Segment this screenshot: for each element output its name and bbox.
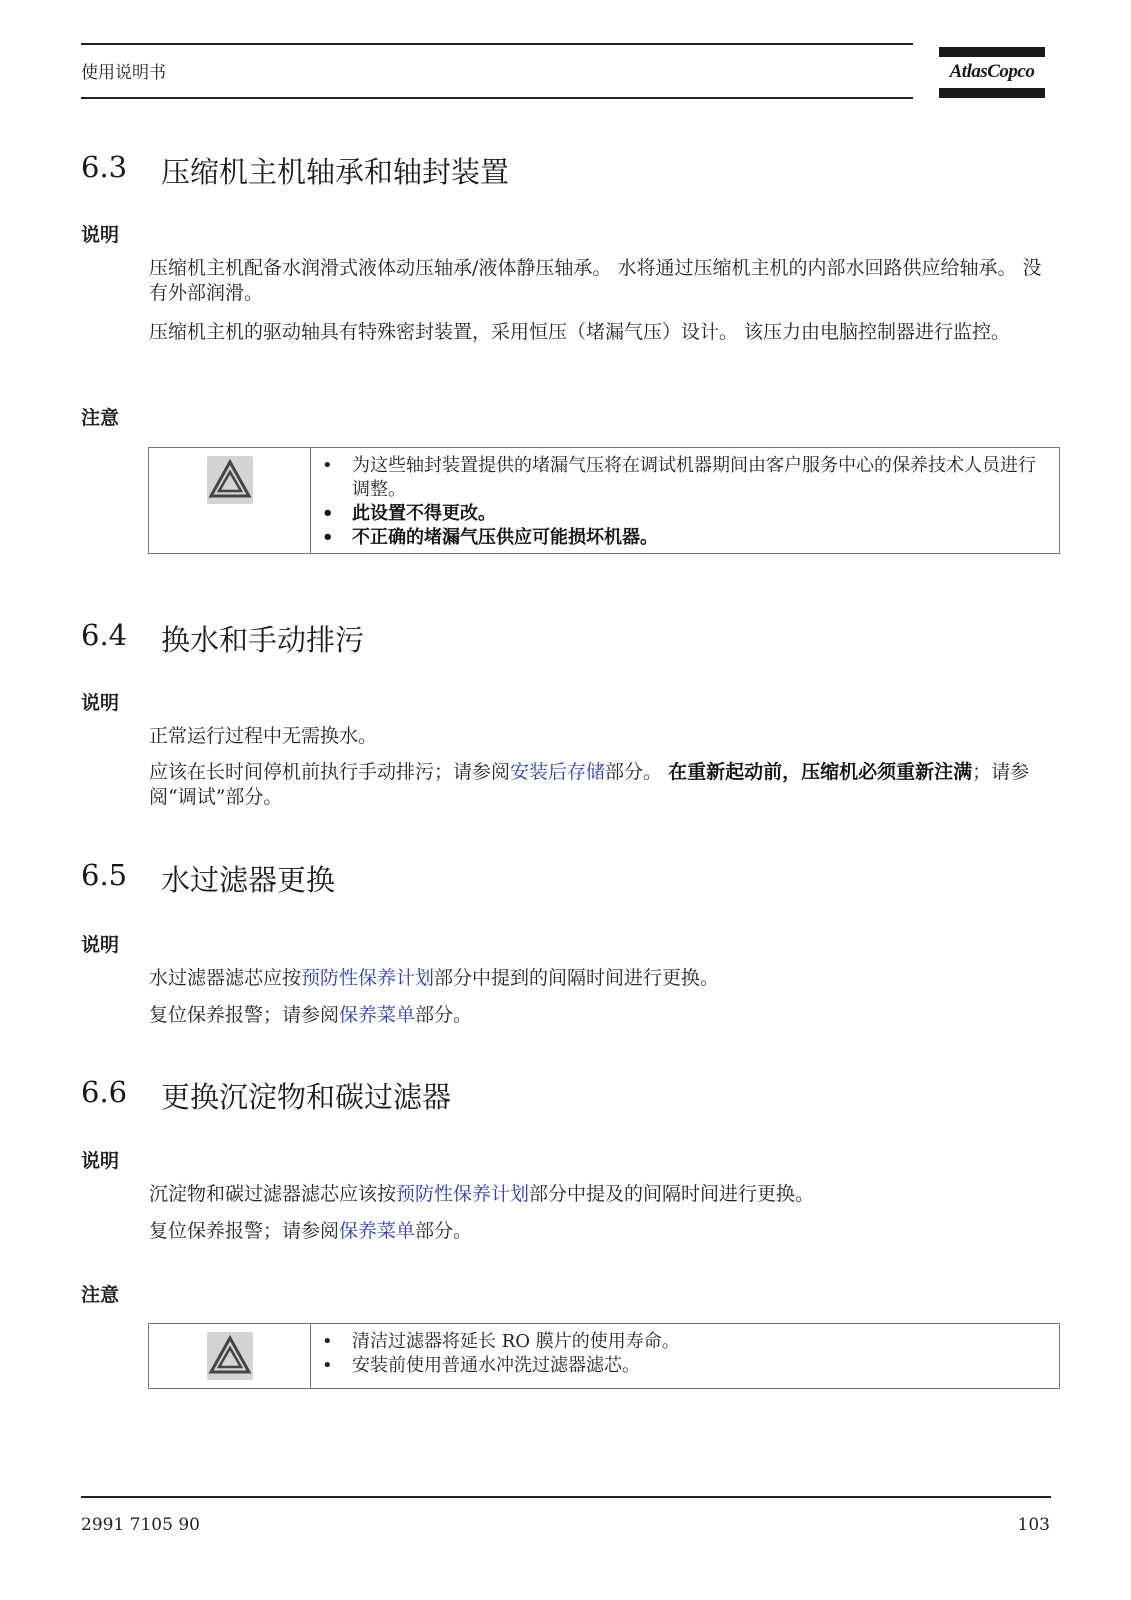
subheading-description: 说明 <box>81 692 120 714</box>
notice-item: • 此设置不得更改。 <box>352 502 1050 526</box>
text: ；请参阅“调试”部分。 <box>149 761 1030 808</box>
text: 部分。 <box>415 1220 473 1242</box>
section-number: 6.5 <box>81 858 128 892</box>
notice-box <box>148 1323 1060 1389</box>
link-preventive-maintenance[interactable]: 预防性保养计划 <box>301 967 435 989</box>
section-number: 6.4 <box>81 618 128 652</box>
paragraph <box>149 966 1049 991</box>
text: 应该在长时间停机前执行手动排污；请参阅 <box>149 761 511 783</box>
text: 部分中提及的间隔时间进行更换。 <box>529 1183 815 1205</box>
subheading-description: 说明 <box>81 1150 120 1172</box>
text: 沉淀物和碳过滤器滤芯应该按 <box>149 1183 397 1205</box>
notice-item: • 不正确的堵漏气压供应可能损坏机器。 <box>352 526 1050 550</box>
notice-box <box>148 447 1060 554</box>
atlas-copco-logo <box>939 47 1045 99</box>
section-title: 水过滤器更换 <box>161 863 336 897</box>
logo-top-bar <box>939 47 1045 57</box>
paragraph: 压缩机主机配备水润滑式液体动压轴承/液体静压轴承。 水将通过压缩机主机的内部水回路供应给轴承。 没有外部润滑。 <box>149 257 1042 304</box>
paragraph <box>149 1003 1049 1028</box>
paragraph <box>149 1219 1049 1244</box>
paragraph: 正常运行过程中无需换水。 <box>149 725 378 747</box>
section-number: 6.3 <box>81 150 128 184</box>
link-service-menu[interactable]: 保养菜单 <box>339 1220 416 1242</box>
footer-rule <box>81 1496 1051 1498</box>
text: 部分。 <box>605 761 669 783</box>
header-bottom-rule <box>81 97 913 99</box>
notice-list <box>310 448 1060 550</box>
document-number: 2991 7105 90 <box>81 1515 200 1535</box>
warning-triangle-icon <box>207 456 253 504</box>
link-preventive-maintenance[interactable]: 预防性保养计划 <box>396 1183 530 1205</box>
section-title: 更换沉淀物和碳过滤器 <box>161 1080 452 1114</box>
paragraph <box>149 1182 1049 1207</box>
notice-icon-cell <box>149 1324 311 1388</box>
subheading-notice: 注意 <box>81 1284 120 1306</box>
subheading-description: 说明 <box>81 934 120 956</box>
warning-triangle-icon <box>207 1332 253 1380</box>
notice-item: • 为这些轴封装置提供的堵漏气压将在调试机器期间由客户服务中心的保养技术人员进行调整。 <box>352 454 1050 502</box>
page-number: 103 <box>1017 1515 1050 1535</box>
text: 水过滤器滤芯应按 <box>149 967 302 989</box>
logo-bottom-bar <box>939 88 1045 98</box>
section-title: 换水和手动排污 <box>161 623 365 657</box>
text: 复位保养报警；请参阅 <box>149 1220 340 1242</box>
text: 部分。 <box>415 1004 473 1026</box>
section-title: 压缩机主机轴承和轴封装置 <box>161 155 510 189</box>
text: 复位保养报警；请参阅 <box>149 1004 340 1026</box>
notice-item: • 清洁过滤器将延长 RO 膜片的使用寿命。 <box>352 1330 1050 1354</box>
paragraph: 压缩机主机的驱动轴具有特殊密封装置，采用恒压（堵漏气压）设计。 该压力由电脑控制器进行监控。 <box>149 321 1011 343</box>
subheading-notice: 注意 <box>81 407 120 429</box>
notice-item: • 安装前使用普通水冲洗过滤器滤芯。 <box>352 1354 1050 1378</box>
notice-list <box>310 1324 1060 1378</box>
bold-warning-text: 在重新起动前，压缩机必须重新注满 <box>668 761 973 783</box>
link-post-install-storage[interactable]: 安装后存储 <box>510 761 606 783</box>
notice-icon-cell <box>149 448 311 553</box>
document-type: 使用说明书 <box>81 63 166 83</box>
logo-wordmark: AtlasCopco <box>949 61 1035 82</box>
section-number: 6.6 <box>81 1075 128 1109</box>
text: 部分中提到的间隔时间进行更换。 <box>434 967 720 989</box>
paragraph <box>149 760 1049 810</box>
header-top-rule <box>81 43 913 45</box>
link-service-menu[interactable]: 保养菜单 <box>339 1004 416 1026</box>
subheading-description: 说明 <box>81 224 120 246</box>
